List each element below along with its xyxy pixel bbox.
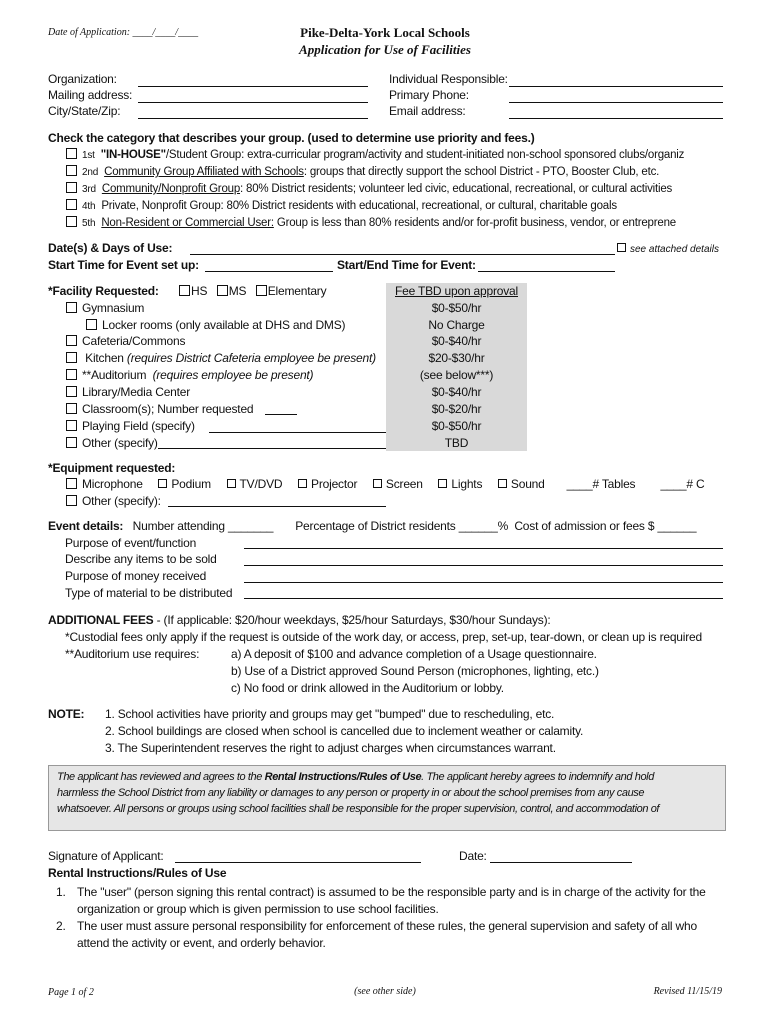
- email-label: Email address:: [389, 104, 466, 118]
- fee-gymnasium: $0-$50/hr: [431, 301, 482, 315]
- facility-auditorium[interactable]: **Auditorium (requires employee be present): [66, 368, 313, 382]
- facility-kitchen[interactable]: Kitchen (requires District Cafeteria employee be present): [66, 351, 376, 365]
- category-1[interactable]: 1st "IN-HOUSE"/Student Group: extra-curricular program/activity and student-initiated non-school sponsored clubs/organiz: [66, 148, 724, 161]
- agreement-line-2: harmless the School District from any liability or damages to any person or property in or about the school premises from any cause: [57, 787, 645, 799]
- date-of-application: Date of Application: ____/____/____: [48, 27, 199, 38]
- facility-locker-rooms[interactable]: Locker rooms (only available at DHS and DMS): [86, 318, 345, 332]
- material-label: Type of material to be distributed: [65, 586, 233, 600]
- number-attending[interactable]: Number attending _______: [132, 519, 274, 533]
- signature-field[interactable]: [175, 862, 421, 863]
- category-4[interactable]: 4th Private, Nonprofit Group: 80% District residents with educational, recreational, or cultural, charitable goals: [66, 199, 724, 212]
- event-purpose-label: Purpose of event/function: [65, 536, 197, 550]
- rules-heading: Rental Instructions/Rules of Use: [48, 866, 227, 880]
- fee-cafeteria: $0-$40/hr: [431, 334, 482, 348]
- equip-projector[interactable]: Projector: [298, 477, 357, 491]
- category-1-checkbox[interactable]: [66, 148, 77, 159]
- event-details-row: [48, 519, 724, 533]
- school-select: HS MS Elementary: [179, 284, 326, 298]
- note-2: 2. School buildings are closed when school is cancelled due to inclement weather or calamity.: [105, 724, 584, 738]
- note-3: 3. The Superintendent reserves the right to adjust charges when circumstances warrant.: [105, 741, 556, 755]
- cafeteria-checkbox[interactable]: [66, 335, 77, 346]
- facility-other[interactable]: Other (specify): [66, 436, 158, 450]
- equip-microphone[interactable]: Microphone: [66, 477, 143, 491]
- auditorium-checkbox[interactable]: [66, 369, 77, 380]
- mailing-label: Mailing address:: [48, 88, 133, 102]
- category-5[interactable]: 5th Non-Resident or Commercial User: Group is less than 80% residents and/or for-profit business, vendor, or entreprene: [66, 216, 724, 229]
- category-2-checkbox[interactable]: [66, 165, 77, 176]
- items-sold-label: Describe any items to be sold: [65, 552, 217, 566]
- library-checkbox[interactable]: [66, 386, 77, 397]
- equipment-other-checkbox[interactable]: [66, 495, 77, 506]
- facility-classroom[interactable]: Classroom(s); Number requested: [66, 402, 253, 416]
- organization-label: Organization:: [48, 72, 117, 86]
- start-time-field[interactable]: [205, 271, 333, 272]
- elementary-checkbox[interactable]: [256, 285, 267, 296]
- playing-field-checkbox[interactable]: [66, 420, 77, 431]
- playing-field-specify[interactable]: [209, 432, 386, 433]
- facility-library[interactable]: Library/Media Center: [66, 385, 190, 399]
- equip-sound[interactable]: Sound: [498, 477, 545, 491]
- category-heading: Check the category that describes your group. (used to determine use priority and fees.): [48, 131, 535, 145]
- equipment-heading: *Equipment requested:: [48, 461, 176, 475]
- facility-cafeteria[interactable]: Cafeteria/Commons: [66, 334, 185, 348]
- category-3-checkbox[interactable]: [66, 182, 77, 193]
- fee-playing-field: $0-$50/hr: [431, 419, 482, 433]
- equip-tv[interactable]: TV/DVD: [227, 477, 283, 491]
- city-label: City/State/Zip:: [48, 104, 121, 118]
- classroom-count-field[interactable]: [265, 414, 297, 415]
- equip-lights[interactable]: Lights: [438, 477, 482, 491]
- fee-auditorium: (see below***): [419, 368, 494, 382]
- dates-label: Date(s) & Days of Use:: [48, 241, 173, 255]
- fee-kitchen: $20-$30/hr: [428, 351, 485, 365]
- end-time-field[interactable]: [478, 271, 615, 272]
- equipment-other-field[interactable]: [168, 506, 386, 507]
- form-title: Application for Use of Facilities: [299, 42, 471, 57]
- fee-locker: No Charge: [428, 318, 485, 332]
- classroom-checkbox[interactable]: [66, 403, 77, 414]
- equipment-other[interactable]: Other (specify):: [66, 494, 161, 508]
- facility-gymnasium[interactable]: Gymnasium: [66, 301, 144, 315]
- event-purpose-field[interactable]: [244, 548, 723, 549]
- revised-date: Revised 11/15/19: [653, 986, 722, 997]
- start-time-label: Start Time for Event set up:: [48, 258, 199, 272]
- equip-chairs[interactable]: ____# C: [660, 477, 705, 491]
- fee-other: TBD: [444, 436, 469, 450]
- see-other-side: (see other side): [354, 986, 416, 997]
- page-number: Page 1 of 2: [48, 987, 94, 998]
- signature-label: Signature of Applicant:: [48, 849, 164, 863]
- agreement-line-1: The applicant has reviewed and agrees to the Rental Instructions/Rules of Use. The applicant hereby agrees to indemnify and hold: [57, 771, 654, 783]
- fee-header: Fee TBD upon approval: [395, 284, 518, 298]
- individual-label: Individual Responsible:: [389, 72, 508, 86]
- other-facility-specify[interactable]: [158, 448, 386, 449]
- gymnasium-checkbox[interactable]: [66, 302, 77, 313]
- kitchen-checkbox[interactable]: [66, 352, 77, 363]
- equip-screen[interactable]: Screen: [373, 477, 423, 491]
- organization-field[interactable]: [138, 86, 368, 87]
- agreement-line-3: whatsoever. All persons or groups using school facilities shall be responsible for the proper supervision, control, and accommodation of: [57, 803, 660, 815]
- note-label: NOTE:: [48, 707, 85, 721]
- signature-date-label: Date:: [459, 849, 487, 863]
- equip-tables[interactable]: ____# Tables: [566, 477, 636, 491]
- cost-admission[interactable]: Cost of admission or fees $ ______: [514, 519, 697, 533]
- category-2[interactable]: 2nd Community Group Affiliated with Schools: groups that directly support the school District - PTO, Booster Club, etc.: [66, 165, 724, 178]
- category-5-checkbox[interactable]: [66, 216, 77, 227]
- individual-field[interactable]: [509, 86, 723, 87]
- note-1: 1. School activities have priority and groups may get "bumped" due to rescheduling, etc.: [105, 707, 555, 721]
- event-details-heading: Event details:: [48, 519, 124, 533]
- percentage-residents[interactable]: Percentage of District residents ______%: [295, 519, 509, 533]
- rule-2-line-2: attend the activity or event, and orderly behavior.: [77, 936, 326, 950]
- equip-podium[interactable]: Podium: [158, 477, 211, 491]
- ms-checkbox[interactable]: [217, 285, 228, 296]
- rule-2-line-1: The user must assure personal responsibility for enforcement of these rules, the general supervision and safety of all who: [77, 919, 697, 933]
- money-purpose-label: Purpose of money received: [65, 569, 207, 583]
- requirement-b: b) Use of a District approved Sound Person (microphones, lighting, etc.): [231, 664, 599, 678]
- phone-label: Primary Phone:: [389, 88, 469, 102]
- items-sold-field[interactable]: [244, 565, 723, 566]
- requirement-a: a) A deposit of $100 and advance completion of a Usage questionnaire.: [231, 647, 597, 661]
- rule-1-num: 1.: [56, 885, 66, 899]
- category-3[interactable]: 3rd Community/Nonprofit Group: 80% District residents; volunteer led civic, educational, recreational, or cultural activities: [66, 182, 724, 195]
- locker-checkbox[interactable]: [86, 319, 97, 330]
- facility-heading: *Facility Requested:: [48, 284, 159, 298]
- school-name: Pike-Delta-York Local Schools: [300, 25, 470, 40]
- email-field[interactable]: [509, 118, 723, 119]
- rule-2-num: 2.: [56, 919, 66, 933]
- money-purpose-field[interactable]: [244, 582, 723, 583]
- equipment-row: [66, 477, 724, 491]
- city-field[interactable]: [138, 118, 368, 119]
- see-attached[interactable]: see attached details: [617, 243, 719, 255]
- other-facility-checkbox[interactable]: [66, 437, 77, 448]
- auditorium-requires: **Auditorium use requires:: [65, 647, 200, 661]
- see-attached-checkbox[interactable]: [617, 243, 626, 252]
- material-field[interactable]: [244, 598, 723, 599]
- hs-checkbox[interactable]: [179, 285, 190, 296]
- fee-classroom: $0-$20/hr: [431, 402, 482, 416]
- custodial-fees: *Custodial fees only apply if the request is outside of the work day, or access, prep, set-up, tear-down, or clean up is required: [65, 630, 702, 644]
- dates-field[interactable]: [190, 254, 615, 255]
- requirement-c: c) No food or drink allowed in the Auditorium or lobby.: [231, 681, 504, 695]
- additional-fees: ADDITIONAL FEES - (If applicable: $20/hour weekdays, $25/hour Saturdays, $30/hour Sundays):: [48, 613, 551, 627]
- rule-1-line-2: organization or group which is given permission to use school facilities.: [77, 902, 439, 916]
- facility-playing-field[interactable]: Playing Field (specify): [66, 419, 195, 433]
- rule-1-line-1: The "user" (person signing this rental contract) is assumed to be the responsible party and is in charge of the activity for the: [77, 885, 706, 899]
- category-4-checkbox[interactable]: [66, 199, 77, 210]
- phone-field[interactable]: [509, 102, 723, 103]
- signature-date-field[interactable]: [490, 862, 632, 863]
- mailing-field[interactable]: [138, 102, 368, 103]
- fee-library: $0-$40/hr: [431, 385, 482, 399]
- end-time-label: Start/End Time for Event:: [337, 258, 476, 272]
